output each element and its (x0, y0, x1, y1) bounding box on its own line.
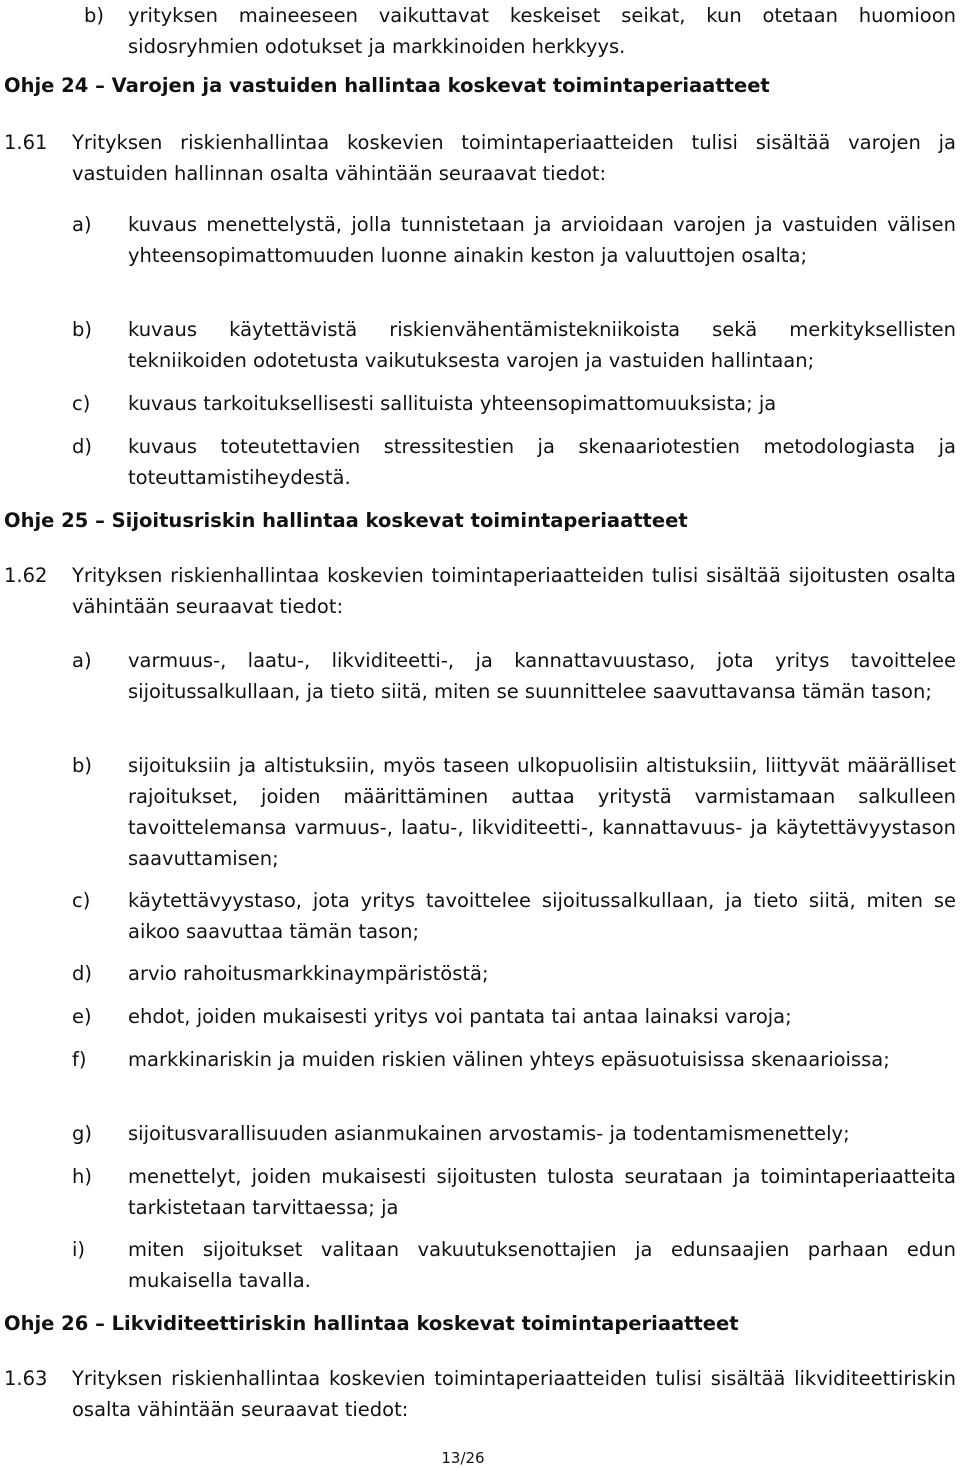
paragraph-text: Yrityksen riskienhallintaa koskevien toimintaperiaatteiden tulisi sisältää varojen ja vastuiden hallinnan osalta vähintään seuraavat tiedot: (72, 131, 956, 185)
guideline-26-heading: Ohje 26 – Likviditeettiriskin hallintaa koskevat toimintaperiaatteet (4, 1312, 739, 1335)
list-item-label: c) (72, 392, 91, 415)
list-item-label: b) (72, 318, 92, 341)
list-item-text: arvio rahoitusmarkkinaympäristöstä; (128, 962, 489, 985)
list-item-text: ehdot, joiden mukaisesti yritys voi pantata tai antaa lainaksi varoja; (128, 1005, 792, 1028)
list-item-label: f) (72, 1048, 87, 1071)
list-item-text: yrityksen maineeseen vaikuttavat keskeiset seikat, kun otetaan huomioon sidosryhmien odotukset ja markkinoiden herkkyys. (128, 4, 956, 58)
page-number: 13/26 (441, 1449, 485, 1467)
guideline-25-heading: Ohje 25 – Sijoitusriskin hallintaa koskevat toimintaperiaatteet (4, 509, 688, 532)
list-item-text: sijoituksiin ja altistuksiin, myös taseen ulkopuolisiin altistuksiin, liittyvät määrälliset rajoitukset, joiden määrittäminen auttaa yritystä varmistamaan salkulleen tavoittelemansa varmuus-, laatu-, likviditeetti-, kannattavuus- ja käytettävyystason saavuttamisen; (128, 754, 956, 870)
list-item-text: kuvaus käytettävistä riskienvähentämistekniikoista sekä merkityksellisten tekniikoiden odotetusta vaikutuksesta varojen ja vastuiden hallintaan; (128, 318, 956, 372)
list-item-text: varmuus-, laatu-, likviditeetti-, ja kannattavuustaso, jota yritys tavoittelee sijoitussalkullaan, ja tieto siitä, miten se suunnittelee saavuttavansa tämän tason; (128, 649, 956, 703)
list-item-text: markkinariskin ja muiden riskien välinen yhteys epäsuotuisissa skenaarioissa; (128, 1048, 890, 1071)
list-item-text: kuvaus tarkoituksellisesti sallituista yhteensopimattomuuksista; ja (128, 392, 777, 415)
list-item-label: b) (72, 754, 92, 777)
paragraph-number: 1.62 (4, 564, 48, 587)
list-item-label: a) (72, 213, 92, 236)
paragraph-text: Yrityksen riskienhallintaa koskevien toimintaperiaatteiden tulisi sisältää sijoitusten osalta vähintään seuraavat tiedot: (72, 564, 956, 618)
list-item-label: h) (72, 1165, 92, 1188)
list-item-text: miten sijoitukset valitaan vakuutuksenottajien ja edunsaajien parhaan edun mukaisella tavalla. (128, 1238, 956, 1292)
paragraph-number: 1.63 (4, 1367, 48, 1390)
list-item-label: d) (72, 435, 92, 458)
list-item-label: a) (72, 649, 92, 672)
list-item-text: kuvaus menettelystä, jolla tunnistetaan ja arvioidaan varojen ja vastuiden välisen yhteensopimattomuuden luonne ainakin keston ja valuuttojen osalta; (128, 213, 956, 267)
guideline-24-heading: Ohje 24 – Varojen ja vastuiden hallintaa koskevat toimintaperiaatteet (4, 74, 770, 97)
list-item-text: sijoitusvarallisuuden asianmukainen arvostamis- ja todentamismenettely; (128, 1122, 850, 1145)
list-item-label: b) (84, 4, 104, 27)
list-item-text: menettelyt, joiden mukaisesti sijoitusten tulosta seurataan ja toimintaperiaatteita tarkistetaan tarvittaessa; ja (128, 1165, 956, 1219)
list-item-label: d) (72, 962, 92, 985)
list-item-label: i) (72, 1238, 86, 1261)
list-item-label: g) (72, 1122, 92, 1145)
list-item-text: kuvaus toteutettavien stressitestien ja skenaariotestien metodologiasta ja toteuttamistiheydestä. (128, 435, 956, 489)
list-item-label: c) (72, 889, 91, 912)
list-item-label: e) (72, 1005, 92, 1028)
list-item-text: käytettävyystaso, jota yritys tavoittelee sijoitussalkullaan, ja tieto siitä, miten se aikoo saavuttaa tämän tason; (128, 889, 956, 943)
paragraph-text: Yrityksen riskienhallintaa koskevien toimintaperiaatteiden tulisi sisältää likviditeettiriskin osalta vähintään seuraavat tiedot: (72, 1367, 956, 1421)
paragraph-number: 1.61 (4, 131, 48, 154)
